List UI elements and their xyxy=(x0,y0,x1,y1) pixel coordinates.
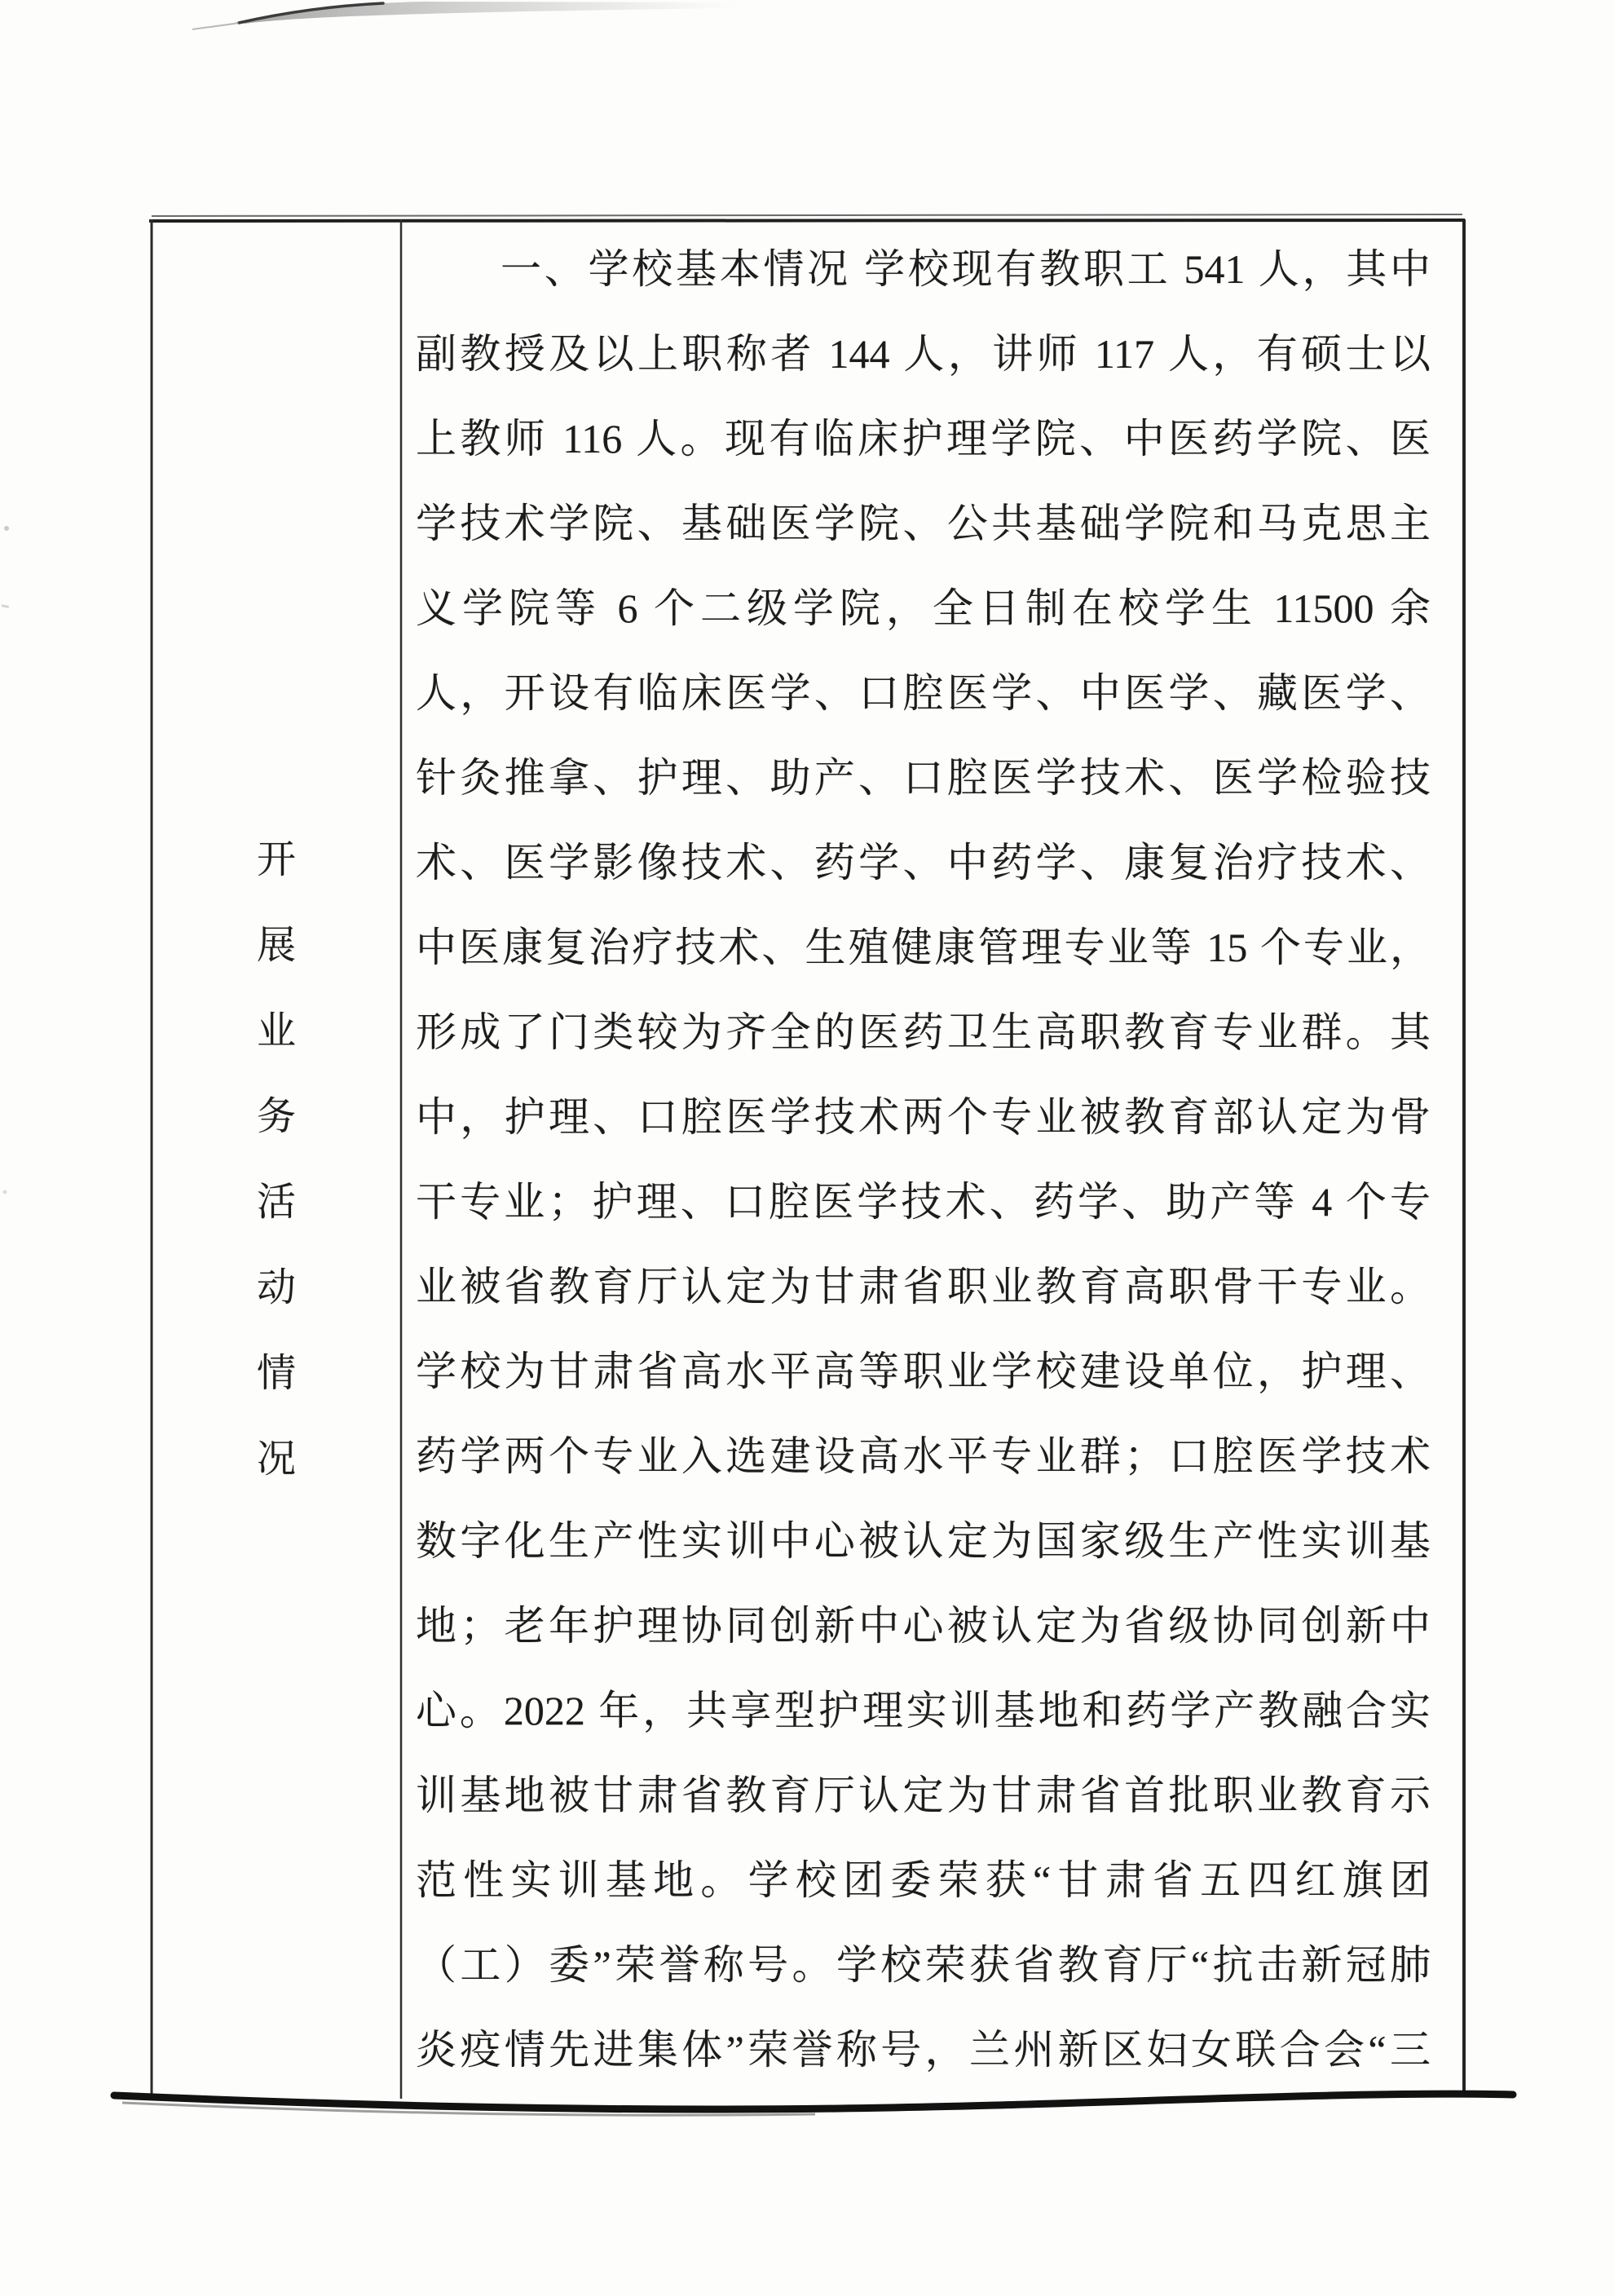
text-line: 药学两个专业入选建设高水平专业群；口腔医学技术 xyxy=(416,1433,1431,1479)
text-line: （工）委”荣誉称号。学校荣获省教育厅“抗击新冠肺 xyxy=(416,1942,1431,1988)
row-label-char: 务 xyxy=(256,1094,296,1138)
row-label-char: 情 xyxy=(256,1351,296,1395)
text-line: 术、医学影像技术、药学、中药学、康复治疗技术、 xyxy=(416,840,1431,885)
text-line: 业被省教育厅认定为甘肃省职业教育高职骨干专业。 xyxy=(416,1264,1431,1309)
scan-streak-artifact xyxy=(192,2,738,29)
text-line: 炎疫情先进集体”荣誉称号，兰州新区妇女联合会“三 xyxy=(416,2027,1431,2073)
row-label-char: 活 xyxy=(256,1180,296,1224)
table-top-border xyxy=(149,214,1465,221)
text-line: 针灸推拿、护理、助产、口腔医学技术、医学检验技 xyxy=(416,755,1431,801)
text-line: 干专业；护理、口腔医学技术、药学、助产等 4 个专 xyxy=(416,1179,1431,1225)
row-label-char: 业 xyxy=(256,1009,296,1053)
text-line: 中，护理、口腔医学技术两个专业被教育部认定为骨 xyxy=(416,1094,1431,1140)
table-bottom-border xyxy=(114,2094,1513,2115)
text-line: 学校为甘肃省高水平高等职业学校建设单位，护理、 xyxy=(416,1349,1431,1394)
content-cell xyxy=(401,222,1465,2097)
text-line: 义学院等 6 个二级学院，全日制在校学生 11500 余 xyxy=(416,585,1431,631)
text-line: 上教师 116 人。现有临床护理学院、中医药学院、医 xyxy=(416,416,1431,461)
text-line: 一、学校基本情况 学校现有教职工 541 人，其中 xyxy=(501,246,1431,292)
text-line: 数字化生产性实训中心被认定为国家级生产性实训基 xyxy=(416,1518,1431,1564)
row-label-char: 动 xyxy=(256,1265,296,1309)
text-line: 范性实训基地。学校团委荣获“甘肃省五四红旗团 xyxy=(416,1857,1431,1903)
scan-speck-artifacts xyxy=(2,526,9,1194)
row-label-cell xyxy=(152,222,401,2097)
text-line: 形成了门类较为齐全的医药卫生高职教育专业群。其 xyxy=(416,1009,1431,1055)
text-line: 训基地被甘肃省教育厅认定为甘肃省首批职业教育示 xyxy=(416,1773,1431,1818)
row-label-char: 开 xyxy=(256,837,296,881)
text-line: 学技术学院、基础医学院、公共基础学院和马克思主 xyxy=(416,501,1431,546)
row-label-char: 况 xyxy=(256,1437,296,1481)
row-label-char: 展 xyxy=(256,923,296,967)
text-line: 中医康复治疗技术、生殖健康管理专业等 15 个专业， xyxy=(416,925,1431,970)
text-line: 人，开设有临床医学、口腔医学、中医学、藏医学、 xyxy=(416,670,1431,716)
text-line: 地；老年护理协同创新中心被认定为省级协同创新中 xyxy=(416,1603,1431,1649)
text-line: 副教授及以上职称者 144 人，讲师 117 人，有硕士以 xyxy=(416,331,1431,377)
text-line: 心。2022 年，共享型护理实训基地和药学产教融合实 xyxy=(416,1688,1431,1733)
